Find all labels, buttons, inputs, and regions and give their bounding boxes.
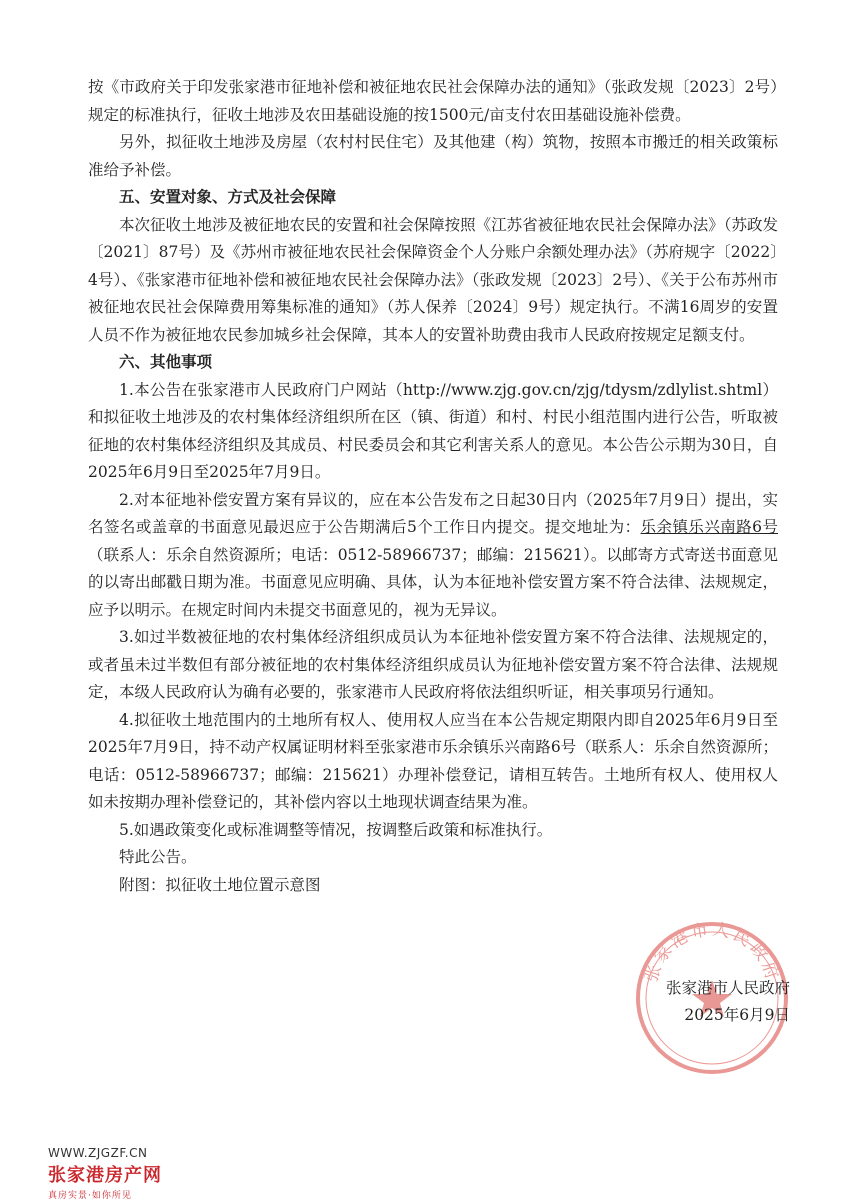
item-2-text-b: （联系人：乐余自然资源所；电话：0512-58966737；邮编：215621）。以邮寄方式寄送书面意见的以寄出邮戳日期为准。书面意见应明确、具体，认为本征地补偿安置方案不符合法律、法规规定，应予以明示。在规定时间内未提交书面意见的，视为无异议。: [88, 545, 778, 619]
item-3-hearing: 3.如过半数被征地的农村集体经济组织成员认为本征地补偿安置方案不符合法律、法规规定的，或者虽未过半数但有部分被征地的农村集体经济组织成员认为征地补偿安置方案不符合法律、法规规定，本级人民政府认为确有必要的，张家港市人民政府将依法组织听证，相关事项另行通知。: [88, 628, 778, 701]
document-body: [88, 74, 778, 899]
svg-text:张家港市人民政府: 张家港市人民政府: [641, 919, 783, 985]
site-watermark: [48, 1146, 162, 1201]
signing-date: 2025年6月9日: [684, 1006, 790, 1024]
attachment-line: 附图：拟征收土地位置示意图: [119, 875, 321, 894]
signature-block: [600, 975, 790, 1029]
paragraph-compensation-standard: 按《市政府关于印发张家港市征地补偿和被征地农民社会保障办法的通知》（张政发规〔2023〕2号）规定的标准执行，征收土地涉及农田基础设施的按1500元/亩支付农田基础设施补偿费。: [88, 78, 778, 124]
paragraph-house-compensation: 另外，拟征收土地涉及房屋（农村村民住宅）及其他建（构）筑物，按照本市搬迁的相关政策标准给予补偿。: [88, 133, 778, 179]
item-2-objection: [88, 487, 778, 625]
heading-section-6: 六、其他事项: [119, 353, 213, 371]
item-5-policy-change: 5.如遇政策变化或标准调整等情况，按调整后政策和标准执行。: [119, 820, 553, 839]
closing-line: 特此公告。: [119, 848, 197, 866]
watermark-tagline: 真房实景·如你所见: [48, 1191, 132, 1201]
watermark-brand: 张家港房产网: [48, 1165, 162, 1186]
item-1-publication: 1.本公告在张家港市人民政府门户网站（http://www.zjg.gov.cn/zjg/tdysm/zdlylist.shtml）和拟征收土地涉及的农村集体经济组织所在区（镇、街道）和村、村民小组范围内进行公告，听取被征地的农村集体经济组织及其成员、村民委员会和其它利害关系人的意见。本公告公示期为30日，自2025年6月9日至2025年7月9日。: [88, 380, 778, 481]
item-2-text-a: 2.对本征地补偿安置方案有异议的，应在本公告发布之日起30日内（2025年7月9日）提出，实名签名或盖章的书面意见最迟应于公告期满后5个工作日内提交。提交地址为：: [88, 490, 778, 536]
signing-authority: 张家港市人民政府: [665, 979, 790, 997]
submission-address: 乐余镇乐兴南路6号: [640, 518, 778, 536]
heading-section-5: 五、安置对象、方式及社会保障: [119, 188, 337, 206]
paragraph-social-security: 本次征收土地涉及被征地农民的安置和社会保障按照《江苏省被征地农民社会保障办法》（苏政发〔2021〕87号）及《苏州市被征地农民社会保障资金个人分账户余额处理办法》（苏府规字〔2022〕4号）、《张家港市征地补偿和被征地农民社会保障办法》（张政发规〔2023〕2号）、《关于公布苏州市被征地农民社会保障费用筹集标准的通知》（苏人保养〔2024〕9号）规定执行。不满16周岁的安置人员不作为被征地农民参加城乡社会保障，其本人的安置补助费由我市人民政府按规定足额支付。: [88, 215, 778, 344]
watermark-url: WWW.ZJGZF.CN: [48, 1146, 148, 1160]
item-4-registration: 4.拟征收土地范围内的土地所有权人、使用权人应当在本公告规定期限内即自2025年6月9日至2025年7月9日，持不动产权属证明材料至张家港市乐余镇乐兴南路6号（联系人：乐余自然资源所；电话：0512-58966737；邮编：215621）办理补偿登记，请相互转告。土地所有权人、使用权人如未按期办理补偿登记的，其补偿内容以土地现状调查结果为准。: [88, 710, 778, 811]
